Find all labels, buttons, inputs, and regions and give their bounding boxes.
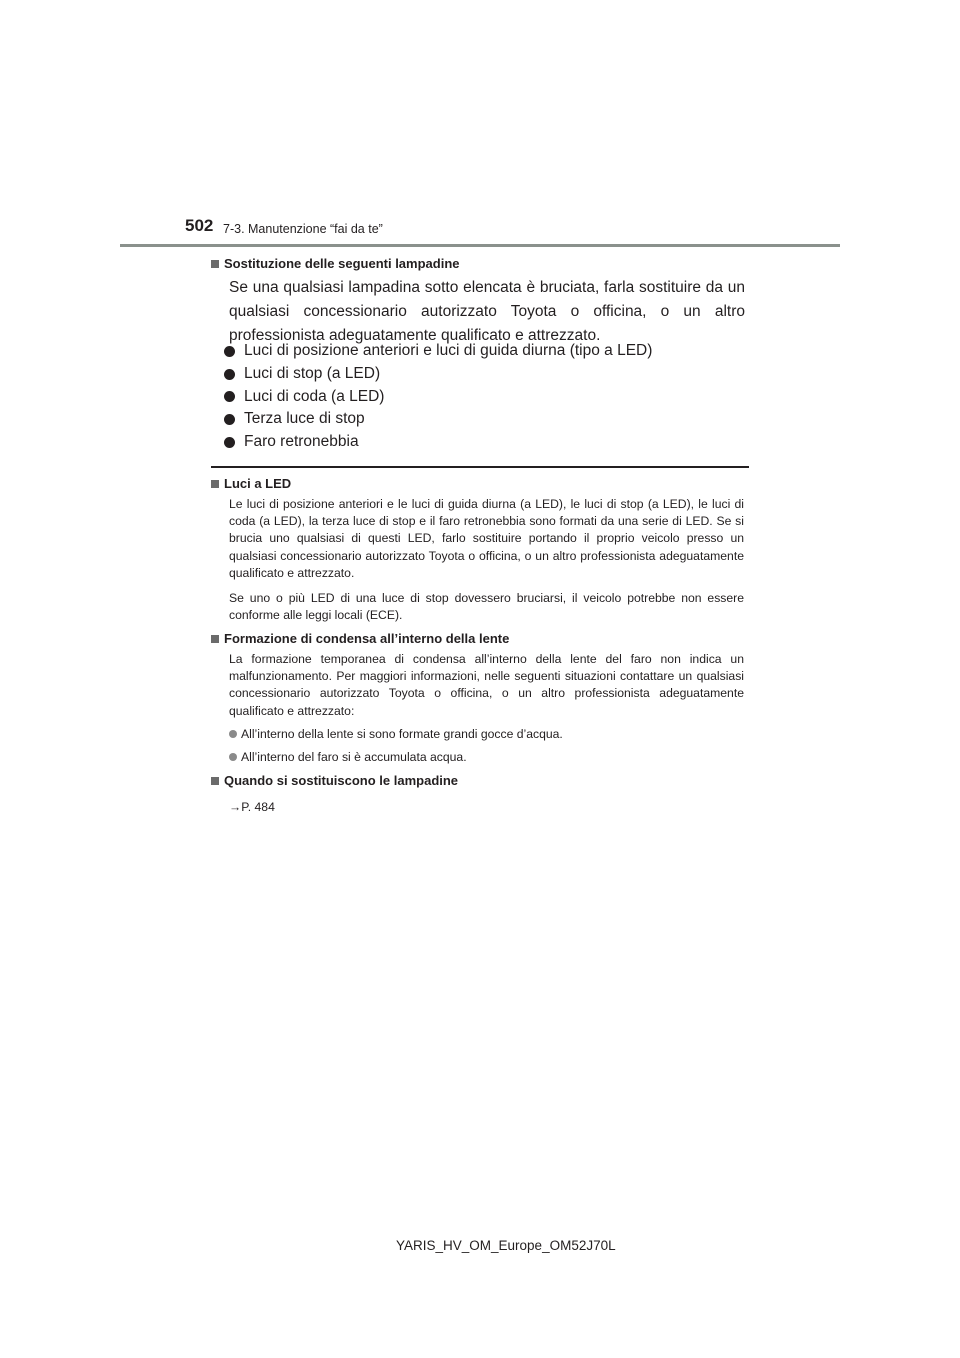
list-item-text: All’interno della lente si sono formate grandi gocce d’acqua. xyxy=(241,727,563,741)
list-item-text: Terza luce di stop xyxy=(244,410,365,428)
square-bullet-icon xyxy=(211,480,219,488)
heading-led-lights xyxy=(211,476,291,491)
heading-text: Luci a LED xyxy=(224,476,292,491)
bullet-dot-icon xyxy=(229,753,237,761)
square-bullet-icon xyxy=(211,260,219,268)
list-item xyxy=(222,408,652,431)
list-item xyxy=(222,431,652,454)
led-paragraph-1: Le luci di posizione anteriori e le luci di guida diurna (a LED), le luci di stop (a LED), le luci di coda (a LED), la terza luce di stop e il faro retronebbia sono formati da una serie di LED. Se si brucia uno qualsiasi di questi LED, farlo sostituire portando il proprio veicolo presso un qualsiasi concessionario autorizzato Toyota o officina, o un altro professionista adeguatamente qualificato e attrezzato. xyxy=(229,497,744,580)
bullet-dot-icon xyxy=(224,414,235,425)
bullet-dot-icon xyxy=(224,369,235,380)
square-bullet-icon xyxy=(211,777,219,785)
list-item-text: Luci di posizione anteriori e luci di guida diurna (tipo a LED) xyxy=(244,342,653,360)
bullet-dot-icon xyxy=(229,730,237,738)
heading-replacing-bulbs xyxy=(211,773,458,788)
header-rule xyxy=(120,244,840,247)
list-item xyxy=(222,385,652,408)
led-paragraph-2: Se uno o più LED di una luce di stop dovessero bruciarsi, il veicolo potrebbe non essere conforme alle leggi locali (ECE). xyxy=(229,591,744,623)
list-item xyxy=(222,340,652,363)
list-item-text: Luci di stop (a LED) xyxy=(244,365,381,383)
list-item-text: Luci di coda (a LED) xyxy=(244,387,385,405)
heading-bulb-replacement xyxy=(211,256,460,271)
section-divider xyxy=(211,466,749,468)
list-item-text: Faro retronebbia xyxy=(244,433,359,451)
list-item xyxy=(229,727,563,741)
bullet-dot-icon xyxy=(224,391,235,402)
square-bullet-icon xyxy=(211,635,219,643)
heading-text: Quando si sostituiscono le lampadine xyxy=(224,773,459,788)
heading-text: Sostituzione delle seguenti lampadine xyxy=(224,256,460,271)
bullet-dot-icon xyxy=(224,346,235,357)
list-item-text: All’interno del faro si è accumulata acqua. xyxy=(241,750,467,764)
list-item xyxy=(222,363,652,386)
condensation-paragraph: La formazione temporanea di condensa all’interno della lente del faro non indica un malfunzionamento. Per maggiori informazioni, nelle seguenti situazioni contattare un qualsiasi concessionario autorizzato Toyota o officina, o un altro professionista adeguatamente qualificato e attrezzato: xyxy=(229,652,744,718)
heading-condensation xyxy=(211,631,509,646)
page-reference: →P. 484 xyxy=(229,800,275,814)
intro-paragraph: Se una qualsiasi lampadina sotto elencata è bruciata, farla sostituire da un qualsiasi concessionario autorizzato Toyota o officina, o un altro professionista adeguatamente qualificato e attrezzato. xyxy=(229,279,745,344)
bullet-dot-icon xyxy=(224,437,235,448)
page-number: 502 xyxy=(185,216,214,235)
document-code: YARIS_HV_OM_Europe_OM52J70L xyxy=(396,1238,616,1253)
heading-text: Formazione di condensa all’interno della lente xyxy=(224,631,510,646)
section-title: 7-3. Manutenzione “fai da te” xyxy=(223,222,383,236)
bulb-list xyxy=(222,340,652,453)
list-item xyxy=(229,750,467,764)
